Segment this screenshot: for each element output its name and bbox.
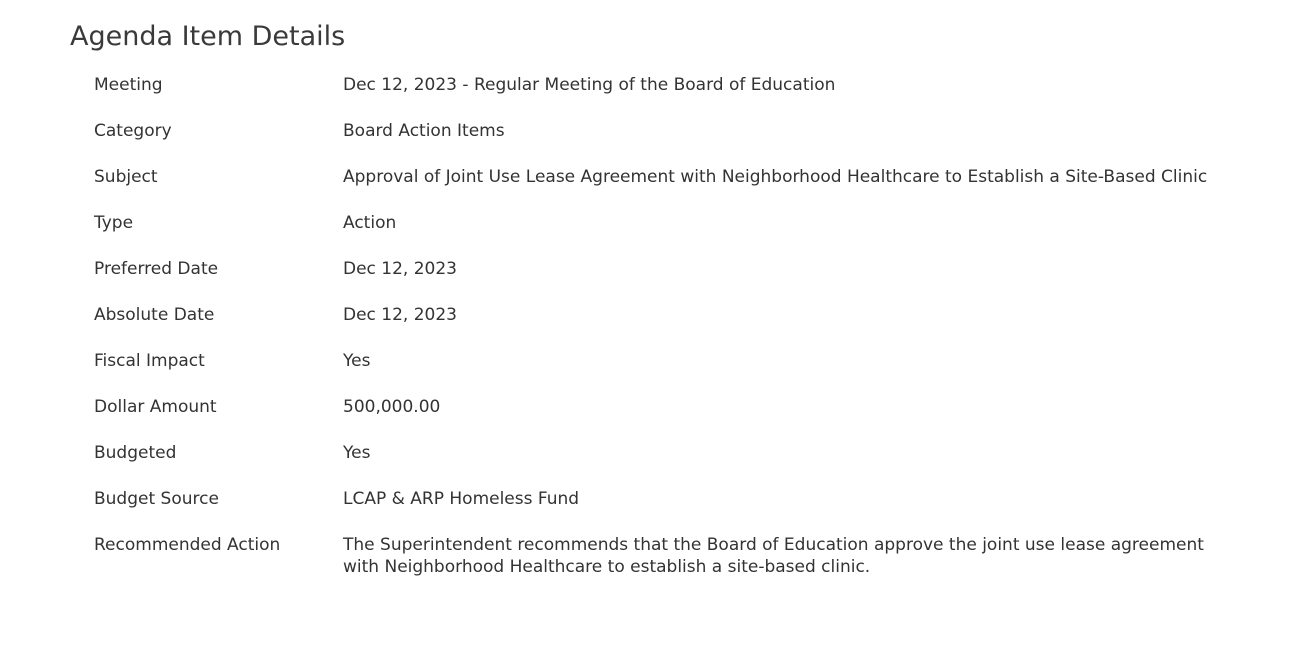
detail-row-budget-source xyxy=(94,488,1234,510)
budgeted-label: Budgeted xyxy=(94,443,177,463)
detail-row-recommended-action xyxy=(94,534,1234,578)
absolute-date-value: Dec 12, 2023 xyxy=(343,305,458,325)
detail-row-meeting xyxy=(94,74,1234,96)
budget-source-label: Budget Source xyxy=(94,489,219,509)
page-title: Agenda Item Details xyxy=(70,21,346,52)
budgeted-value: Yes xyxy=(343,443,371,463)
absolute-date-label: Absolute Date xyxy=(94,305,215,325)
agenda-details-list xyxy=(94,74,1234,602)
dollar-amount-label: Dollar Amount xyxy=(94,397,217,417)
category-label: Category xyxy=(94,121,172,141)
recommended-action-value: The Superintendent recommends that the Board of Education approve the joint use lease agreement with Neighborhood Healthcare to establish a site-based clinic. xyxy=(343,535,1204,577)
detail-row-category xyxy=(94,120,1234,142)
preferred-date-value: Dec 12, 2023 xyxy=(343,259,458,279)
type-value: Action xyxy=(343,213,397,233)
detail-row-subject xyxy=(94,166,1234,188)
detail-row-budgeted xyxy=(94,442,1234,464)
fiscal-impact-label: Fiscal Impact xyxy=(94,351,205,371)
type-label: Type xyxy=(94,213,134,233)
detail-row-absolute-date xyxy=(94,304,1234,326)
detail-row-dollar-amount xyxy=(94,396,1234,418)
category-value: Board Action Items xyxy=(343,121,505,141)
budget-source-value: LCAP & ARP Homeless Fund xyxy=(343,489,580,509)
subject-label: Subject xyxy=(94,167,158,187)
preferred-date-label: Preferred Date xyxy=(94,259,219,279)
recommended-action-label: Recommended Action xyxy=(94,535,281,555)
detail-row-type xyxy=(94,212,1234,234)
detail-row-preferred-date xyxy=(94,258,1234,280)
fiscal-impact-value: Yes xyxy=(343,351,371,371)
meeting-value: Dec 12, 2023 - Regular Meeting of the Board of Education xyxy=(343,75,836,95)
detail-row-fiscal-impact xyxy=(94,350,1234,372)
subject-value: Approval of Joint Use Lease Agreement with Neighborhood Healthcare to Establish a Site-Based Clinic xyxy=(343,167,1208,187)
dollar-amount-value: 500,000.00 xyxy=(343,397,441,417)
meeting-label: Meeting xyxy=(94,75,163,95)
